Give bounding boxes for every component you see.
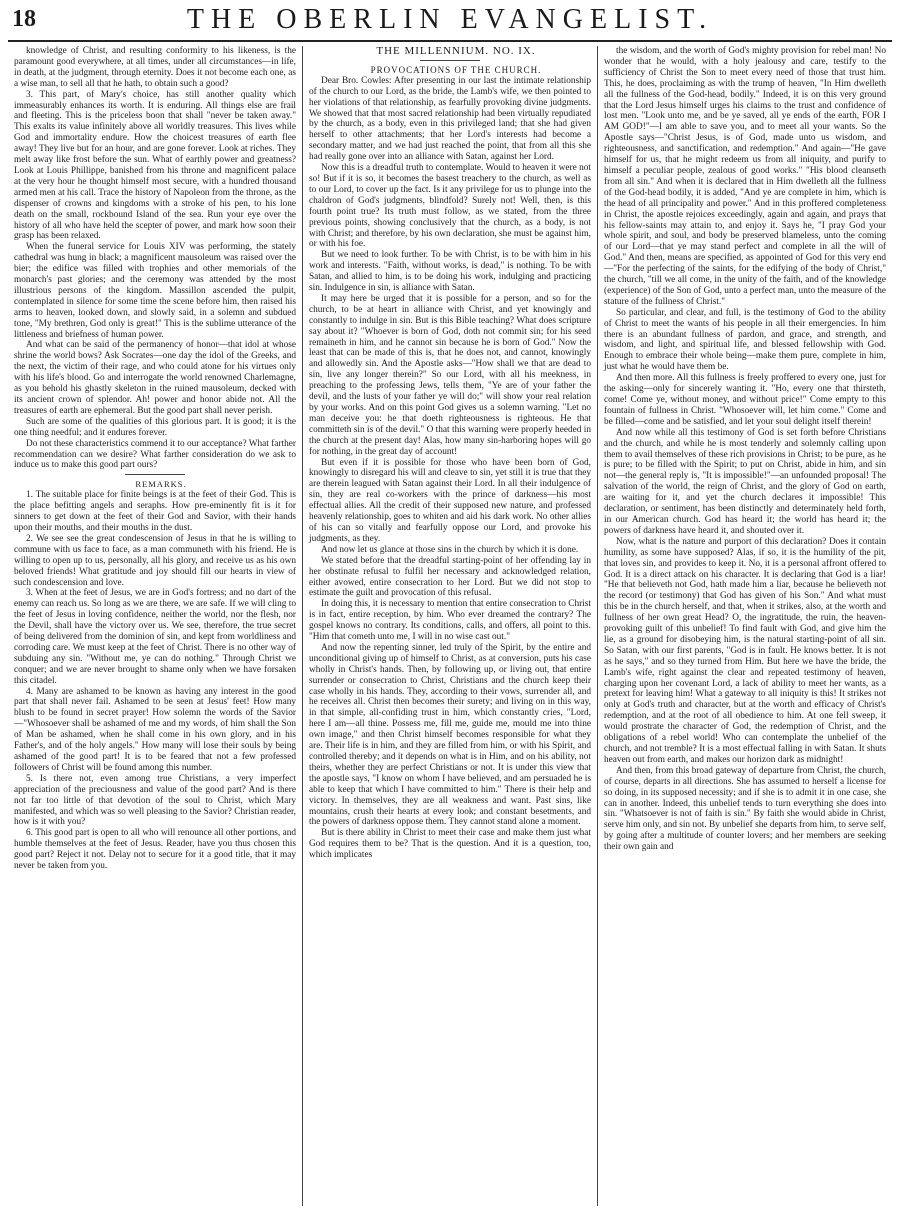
paragraph: Dear Bro. Cowles: After presenting in our last the intimate relationship of the church to our Lord, as the bride, the Lamb's wife, we then pointed to her violations of that relationship, as fearfully provoking divine judgments. We showed that that most sacred relationship had been virtually repudiated by the church, as a body, even in this privileged land; that she had given herself to other attachments; that her Lord's interests had become a secondary matter, and we had just reached the point, that from all this she had really gone over into an alliance with Satan, against her Lord. <box>309 75 591 163</box>
column-3 <box>597 46 892 1206</box>
paragraph: In doing this, it is necessary to mention that entire consecration to Christ is in fact, entire reception, by him. Who ever dreamed the contrary? The gospel knows no contrary. Its conditions, calls, and offers, all point to this. "Him that cometh unto me, I will in no wise cast out." <box>309 599 591 643</box>
remark: 4. Many are ashamed to be known as having any interest in the good part that shall never fail. Ashamed to be seen at Jesus' feet! How many blush to be found in secret prayer! How solemn the words of the Savior—"Whosoever shall be ashamed of me and my words, of him shall the Son of Man be ashamed, when he shall come in his own glory, and in his Father's, and of the holy angels." How many will lose their souls by being ashamed of the good part! It is to be feared that not a few professed followers of Christ will be found among this number. <box>14 686 296 773</box>
columns <box>8 46 892 1206</box>
paragraph: the wisdom, and the worth of God's mighty provision for rebel man! No wonder that he would, with a holy jealousy and care, testify to the sufficiency of Christ the Son to meet every need of those that trust him. This, he does, proclaiming as with the trump of heaven, "In Him dwelleth all the fullness of the God-head, bodily." Indeed, it is on this very ground that the Lord Jesus himself urges his claims to the trust and confidence of lost men. "Look unto me, and be ye saved, all ye ends of the earth, FOR I AM GOD!"—I am able to save you, and to meet all your wants. So the Apostle says—"Christ Jesus, is of God, made unto us wisdom, and righteousness, and sanctification, and redemption." And again—"He gave himself for us, that he might redeem us from all iniquity, and purify to himself a peculiar people, zealous of good works." "His blood cleanseth from all sin." And when it is declared that in Him dwelleth all the fullness of the God-head bodily, it is added, "And ye are complete in him, which is the head of all principality and power." And in this proffered completeness in Christ, the apostle rejoices exceedingly, again and again, and prays that his fellow-saints may attain to, and enjoy it. Says he, "I pray God your whole spirit, and soul, and body be preserved blameless, unto the coming of our Lord—that ye may stand perfect and complete in all the will of God." And then, means are specified, as appointed of God for this very end—"For the perfecting of the saints, for the edifying of the body of Christ," the church, "till we all come, in the unity of the faith, and of the knowledge (experience) of the Son of God, unto a perfect man, unto the measure of the stature of the fullness of Christ." <box>604 46 886 307</box>
paragraph: Now this is a dreadful truth to contemplate. Would to heaven it were not so! But if it is so, it becomes the basest treachery to the church, as well as to our Lord, to cover up the fact. Is it any privilege for us to plunge into the chaldron of God's judgments, blindfold? Surely not! Well, then, is this fourth point true? Its truth must follow, as we stated, from the three previous points, showing conclusively that the church, as a body, is not with Christ; and therefore, by his own declaration, she must be against him, or with his foe. <box>309 163 591 250</box>
paragraph: And then more. All this fullness is freely proffered to every one, just for the asking—only for sincerely wanting it. "Ho, every one that thirsteth, come! Come ye, without money, and without price!" Come empty to this fountain of fullness in Christ. "Whosoever will, let him come." Come and be filled—come and be satisfied, and let your soul delight itself therein! <box>604 373 886 427</box>
article-subtitle: PROVOCATIONS OF THE CHURCH. <box>370 64 542 75</box>
column-2 <box>302 46 597 1206</box>
paragraph: It may here be urged that it is possible for a person, and so for the church, to be at heart in alliance with Christ, and yet knowingly and constantly to indulge in sin. But is this Bible teaching? What does scripture say about it? "Whoever is born of God, doth not commit sin; for his seed remaineth in him, and he cannot sin because he is born of God." Now the least that can be made of this is, that he does not, and cannot, knowingly and allowedly sin. And the Apostle asks—"How shall we that are dead to sin, live any longer therein?" So our Lord, with all his meekness, in preaching to the professing Jews, tells them, "Ye are of your father the devil, and the lusts of your father ye will do;" will show your real relation by your works. And on this point God gives us a solemn warning. "Let no man deceive you: he that doeth righteousness is righteous. He that committeth sin is of the devil." O that this warning were properly heeded in the church at the present day! Alas, how many sin-harboring hopes will go for nothing, in the great day of account! <box>309 293 591 457</box>
column-1 <box>8 46 302 1206</box>
paragraph: So particular, and clear, and full, is the testimony of God to the ability of Christ to meet the wants of his people in all their emergencies. In him there is an abundant fullness of pardon, and grace, and strength, and wisdom, and light, and spiritual life, and blessed fellowship with God. Enough to embrace their whole being—make them pure, complete in him, just what he would have them be. <box>604 307 886 373</box>
paragraph: And now the repenting sinner, led truly of the Spirit, by the entire and unconditional giving up of himself to Christ, as at conversion, puts his case wholly in Christ's hands. Then, by following up, or living out, that entire surrender or consecration to Christ, Christians and the church keep their case wholly in his hands. They, according to their vows, surrender all, and he receives all. Christ then becomes their surety; and living on in this way, in that simple, all-confiding trust in him, which constantly cries, "Lord, here I am—all thine. Possess me, fill me, guide me, mould me into thine own image," and then Christ himself becomes responsible for what they are. Their life is in him, and they are filled from him, or with his Spirit, and controlled thereby; and it depends on what is in Him, and on his ability, not theirs, whether they are perfect Christians or not. It is under this view that the apostle says, "I know on whom I have believed, and am persuaded he is able to keep that which I have committed to him." There is their help and victory. In themselves, they are all weakness and want. Past sins, like mountains, crush their hearts at every look; and constant besetments, and the powers of darkness oppose them. They cannot stand alone a moment. <box>309 642 591 828</box>
paragraph: But even if it is possible for those who have been born of God, knowingly to disregard his will and cleave to sin, yet still it is true that they are therein leagued with Satan against their Lord. In all their indulgence of sin, they are real co-workers with the prince of darkness—his most effectual allies. All the credit of their supposed new nature, and professed heavenly relationship, goes to whiten and aid his dark work. No other allies of his can so vitally and fearfully oppose our Lord, and provoke his judgments, as they. <box>309 457 591 544</box>
paragraph: Do not these characteristics commend it to our acceptance? What farther recommendation can we desire? What farther consideration do we ask to induce us to make this good part ours? <box>14 438 296 471</box>
paragraph: We stated before that the dreadful starting-point of her offending lay in her obstinate refusal to fulfil her necessary and acknowledged relation, either avowed, entire consecration to her Lord. But we did not stop to estimate the guilt and provocation of this refusal. <box>309 555 591 599</box>
paragraph: And now let us glance at those sins in the church by which it is done. <box>321 544 579 555</box>
paragraph: When the funeral service for Louis XIV was performing, the stately cathedral was hung in black; a magnificent mausoleum was raised over the bier; the edifice was filled with trophies and other memorials of the monarch's past glories; and the ceremony was attended by the most illustrious persons of the kingdom. Massillon ascended the pulpit, contemplated in silence for some time the scene before him, then raised his arms to heaven, looked down, and slowly said, in a solemn and subdued tone, "My brethren, God only is great!" This is the sublime utterance of the littleness and briefness of human power. <box>14 242 296 340</box>
paragraph: Now, what is the nature and purport of this declaration? Does it contain humility, as some have supposed? Alas, if so, it is the humility of the pit, that loves sin, and provides to keep it. No, it is a personal affront offered to God. It is a direct attack on his character. It is declaring that God is a liar! "He that believeth not God, hath made him a liar, because he believeth not the record (or testimony) that God has given of his Son." And what must this be in the church herself, and that, when it strikes, also, at the worth and fullness of her own great Head? O, the ingratitude, the ruin, the heaven-provoking guilt of this unbelief! To find fault with God, and give him the lie, as a ground for disobeying him, is the natural starting-point of all sin. So Satan, with our first parents, "God is in fault. He knows better. It is not as he says," and so they turned from Him. But here we have the bride, the Lamb's wife, right against the clear and repeated testimony of heaven, charging upon her covenant Lord, a lack of ability to meet her wants, as a pretext for leaving him! What a gateway to all iniquity is this! It strikes not only at God's truth and character, but at the worth and efficacy of Christ's redemption, and at the root of all obedience to him. At one fell sweep, it would prostrate the character of God, the redemption of Christ, and the obligations of a rebel world! Who can contemplate the unbelief of the church, and not tremble? It is a most effectual falling in with Satan. It shuts heaven out from earth, and makes our horizon dark as midnight! <box>604 536 886 765</box>
paper-title: THE OBERLIN EVANGELIST. <box>186 4 714 35</box>
divider <box>125 474 185 475</box>
paragraph: And then, from this broad gateway of departure from Christ, the church, of course, departs in all directions. She has assumed to herself a license for so doing, in its supposed necessity; and if she is to admit it in one case, she can in another. Indeed, this unbelief tends to turn everything she does into sin. "Whatsoever is not of faith is sin." By faith she would abide in Christ, serve him only, and sin not. By unbelief she departs from him, to serve self, by going after a multitude of counter lovers; and her members are seeking their own gain and <box>604 765 886 853</box>
paragraph: 3. This part, of Mary's choice, has still another quality which immeasurably enhances its worth. It is enduring. All things else are frail and fleeting. This is the priceless boon that shall "never be taken away." This exalts its value infinitely above all worldly treasures. This lives while God and immortality endure. How the choicest treasures of earth flee away! They live but for an hour, and are gone forever. Look at riches. They melt away like frost before the sun. What of earthly power and greatness? Look at Louis Phillippe, banished from his throne and magnificent palace at the very hour he thought himself most secure, with a hundred thousand armed men at his call. Trace the history of Napoleon from the throne, as the dispenser of crowns and kingdoms with a stroke of his pen, to his lone death on the small, rockbound Island of the sea. Run your eye over the history of all who have held the scepter of power, and mark how soon their grasp has been relaxed. <box>14 89 296 242</box>
paragraph: Such are some of the qualities of this glorious part. It is good; it is the one thing needful; and it endures forever. <box>14 416 296 438</box>
remarks-heading: REMARKS. <box>135 479 187 490</box>
paragraph: But is there ability in Christ to meet their case and make them just what God requires them to be? That is the question. And it is a question, too, which implicates <box>309 828 591 861</box>
remark: 5. Is there not, even among true Christians, a very imperfect appreciation of the preciousness and value of the good part? And is there not far too little of that devotion of the soul to Christ, which Mary manifested, and which was so well pleasing to the Savior? Christian reader, how is it with you? <box>14 773 296 828</box>
remark: 6. This good part is open to all who will renounce all other portions, and humble themselves at the feet of Jesus. Reader, have you thus chosen this good part? Reject it not. Delay not to secure for it a good title, that it may never be taken from you. <box>14 828 296 872</box>
masthead <box>8 4 892 42</box>
newspaper-page <box>8 4 892 1210</box>
remark: 1. The suitable place for finite beings is at the feet of their God. This is the place befitting angels and seraphs. How pre-eminently fit is it for sinners to get down at the feet of their God and Savior, with their hands upon their mouths, and their mouths in the dust. <box>14 490 296 533</box>
paragraph: But we need to look further. To be with Christ, is to be with him in his work and interests. "Faith, without works, is dead," is nothing. To be with Satan, and allied to him, is to be doing his work, indulging and practicing sin. Indulgence in sin, is alliance with Satan. <box>309 250 591 294</box>
paragraph: knowledge of Christ, and resulting conformity to his likeness, is the paramount good everywhere, at all times, under all circumstances—in life, in death, at the judgment, through eternity. Does it not become each one, as a wise man, to sell all that he hath, to obtain such a good? <box>14 46 296 89</box>
divider <box>420 60 480 61</box>
page-number: 18 <box>12 6 36 32</box>
paragraph: And now while all this testimony of God is set forth before Christians and the church, and while he is most tenderly and solemnly calling upon them to avail themselves of these rich provisions in Christ; to be pure, as he is pure; to be filled with the Spirit; to put on Christ, abide in him, and sin not—the general reply is, "It is impossible!"—an unfounded proposal! The salvation of the world, the reign of Christ, and the glory of God on earth, are waiting for it, and yet the church declares it impossible! This declaration, or sentiment, has been distinctly and determinately held forth, in our American church. God has heard it; the world has heard it; the powers of darkness have heard it, and shouted over it. <box>604 427 886 536</box>
paragraph: And what can be said of the permanency of honor—that idol at whose shrine the world bows? Ask Socrates—one day the idol of the Greeks, and the next, the victim of their rage, and who could atone for his virtues only with his life's blood. Go and interrogate the world renowned Charlemagne, as you behold his ghastly skeleton in the ruined mausoleum, decked with its ancient crown of splendor. Ah! power and honor abide not. All the treasures of earth are ephemeral. But the good part shall never perish. <box>14 340 296 416</box>
remark: 2. We see see the great condescension of Jesus in that he is willing to commune with us face to face, as a man communeth with his friend. He is willing to open up to us, personally, all his glory, and receive us as his own beloved friends! What gratitude and joy should fill our hearts in view of such condescension and love. <box>14 533 296 588</box>
article-title: THE MILLENNIUM. NO. IX. <box>376 46 536 57</box>
remark: 3. When at the feet of Jesus, we are in God's fortress; and no dart of the enemy can reach us. So long as we are there, we are safe. If we will cling to the feet of Jesus in loving confidence, neither the world, nor the flesh, nor the Devil, shall have the victory over us. We see, therefore, the true secret of being delivered from the dominion of sin, and kept from worldliness and corroding care. We must keep at the feet of Christ. There is no other way of subduing any sin. "Without me, ye can do nothing." Through Christ we conquer; and we are never brought to shame only when we have forsaken this citadel. <box>14 588 296 686</box>
